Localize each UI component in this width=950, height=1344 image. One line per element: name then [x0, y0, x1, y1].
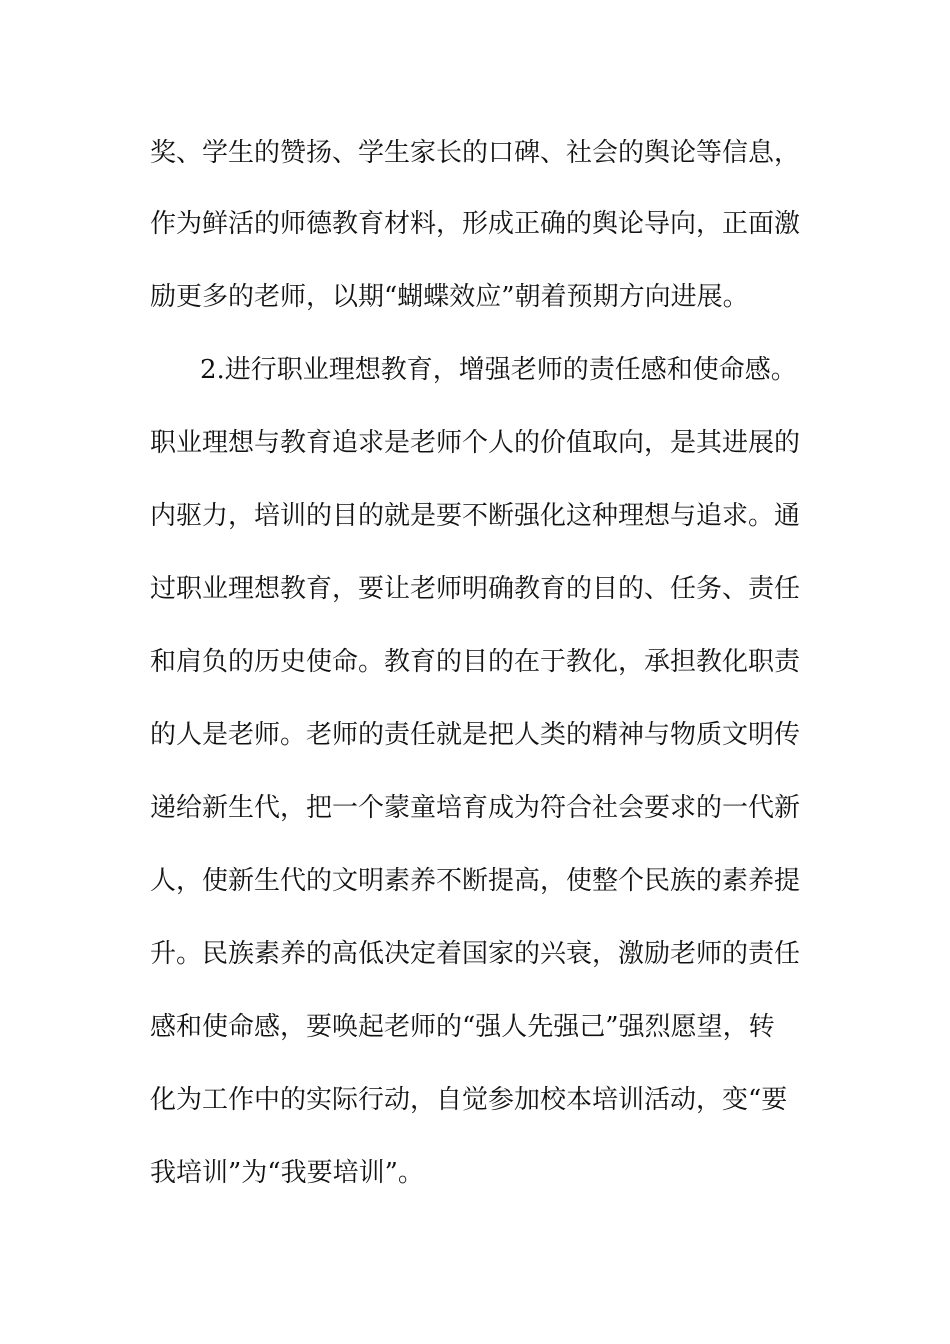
text-line: 职业理想与教育追求是老师个人的价值取向，是其进展的 — [150, 428, 801, 458]
text-line: 化为工作中的实际行动，自觉参加校本培训活动，变“要 — [150, 1085, 788, 1115]
text-line: 内驱力，培训的目的就是要不断强化这种理想与追求。通 — [150, 501, 801, 531]
text-line: 奖、学生的赞扬、学生家长的口碑、社会的舆论等信息， — [150, 138, 801, 168]
text-line: 过职业理想教育，要让老师明确教育的目的、任务、责任 — [150, 574, 801, 604]
text-line: 感和使命感，要唤起老师的“强人先强己”强烈愿望，转 — [150, 1012, 775, 1042]
text-line: 我培训”为“我要培训”。 — [150, 1158, 424, 1188]
text-line: 励更多的老师，以期“蝴蝶效应”朝着预期方向进展。 — [150, 282, 749, 312]
text-line: 递给新生代，把一个蒙童培育成为符合社会要求的一代新 — [150, 793, 801, 823]
text-line: 升。民族素养的高低决定着国家的兴衰，激励老师的责任 — [150, 939, 801, 969]
text-line: 人，使新生代的文明素养不断提高，使整个民族的素养提 — [150, 866, 801, 896]
text-line: 作为鲜活的师德教育材料，形成正确的舆论导向，正面激 — [150, 209, 801, 239]
text-line: 和肩负的历史使命。教育的目的在于教化，承担教化职责 — [150, 647, 801, 677]
text-line: 的人是老师。老师的责任就是把人类的精神与物质文明传 — [150, 720, 801, 750]
section-heading-line: 2.进行职业理想教育，增强老师的责任感和使命感。 — [200, 355, 797, 385]
